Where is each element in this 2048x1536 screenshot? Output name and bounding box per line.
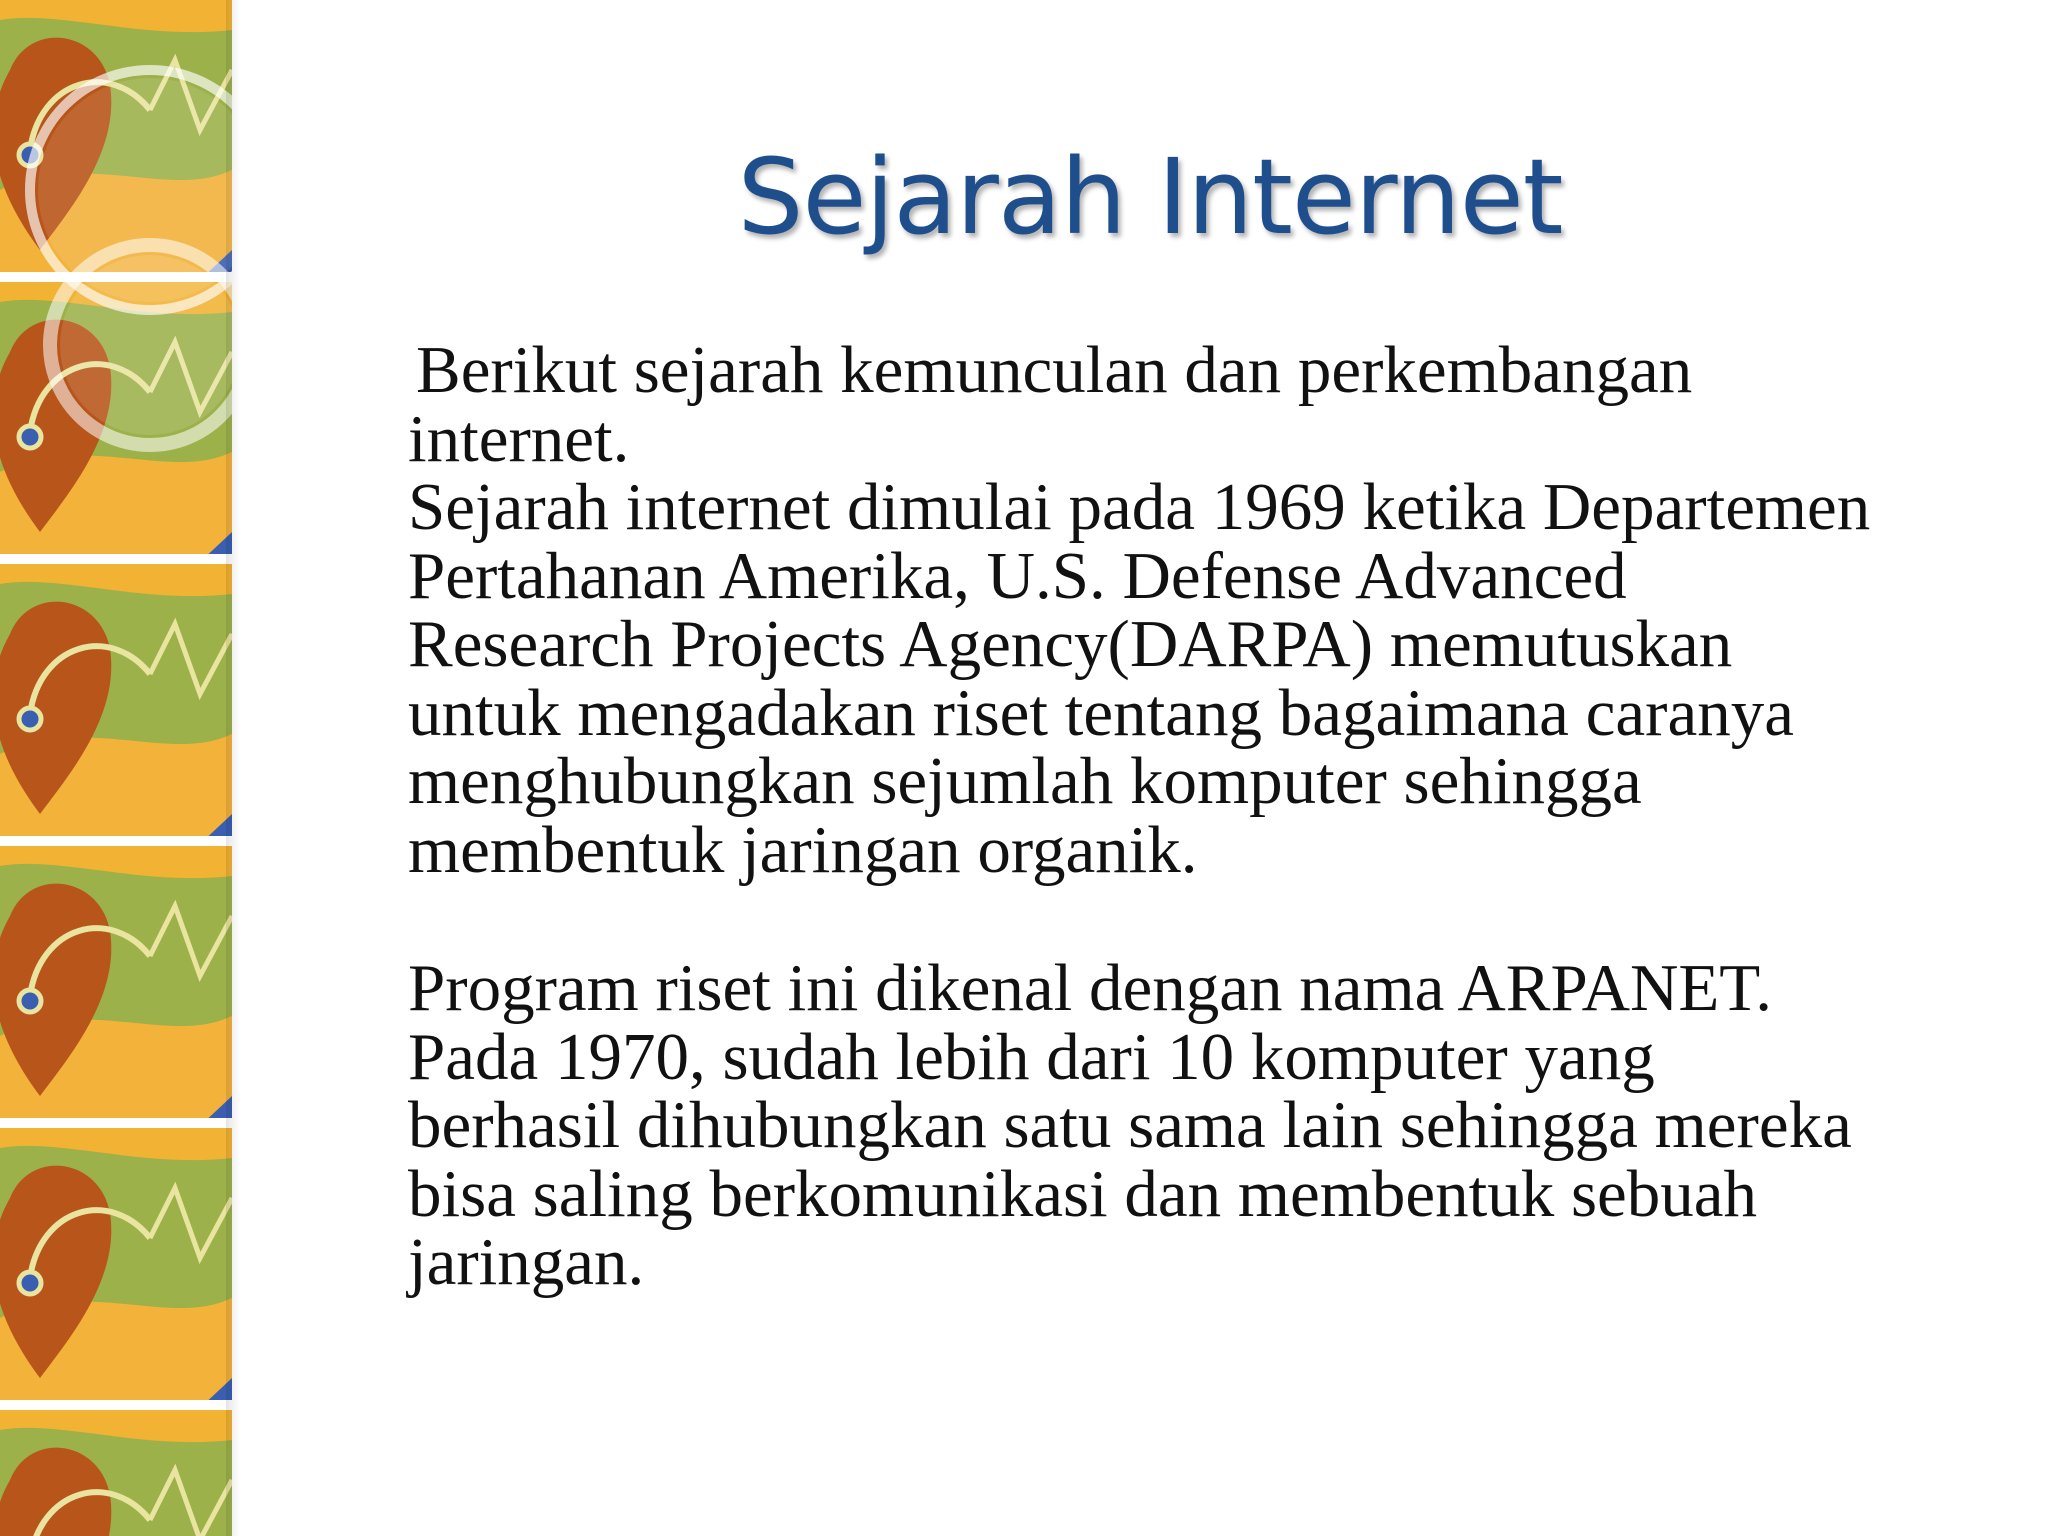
text-line: membentuk jaringan organik. [408, 812, 1198, 887]
strip-shadow [226, 0, 240, 1536]
text-line: jaringan. [408, 1225, 645, 1299]
decorative-side-strip [0, 0, 232, 1536]
text-line: bisa saling berkomunikasi dan membentuk sebuah [408, 1156, 1758, 1231]
text-line: untuk mengadakan riset tentang bagaimana caranya [408, 675, 1794, 750]
text-line: Berikut sejarah kemunculan dan perkembangan [416, 333, 1693, 407]
text-line: internet. [408, 401, 630, 476]
paragraph-1 [408, 333, 2008, 887]
slide-title: Sejarah Internet [737, 136, 1563, 258]
text-line: menghubungkan sejumlah komputer sehingga [408, 744, 1642, 818]
paragraph-gap [408, 884, 2008, 954]
text-line: Program riset ini dikenal dengan nama ARPANET. [408, 951, 1772, 1025]
text-line: Pada 1970, sudah lebih dari 10 komputer yang [408, 1019, 1655, 1094]
heart-pattern-icon [0, 0, 232, 1536]
text-line: Sejarah internet dimulai pada 1969 ketika Departemen [408, 470, 1871, 544]
text-line: Research Projects Agency(DARPA) memutuskan [408, 607, 1733, 681]
text-line: Pertahanan Amerika, U.S. Defense Advanced [408, 538, 1627, 613]
paragraph-2 [408, 951, 2008, 1299]
text-line: berhasil dihubungkan satu sama lain sehingga mereka [408, 1088, 1852, 1162]
slide-body [408, 333, 2008, 1299]
